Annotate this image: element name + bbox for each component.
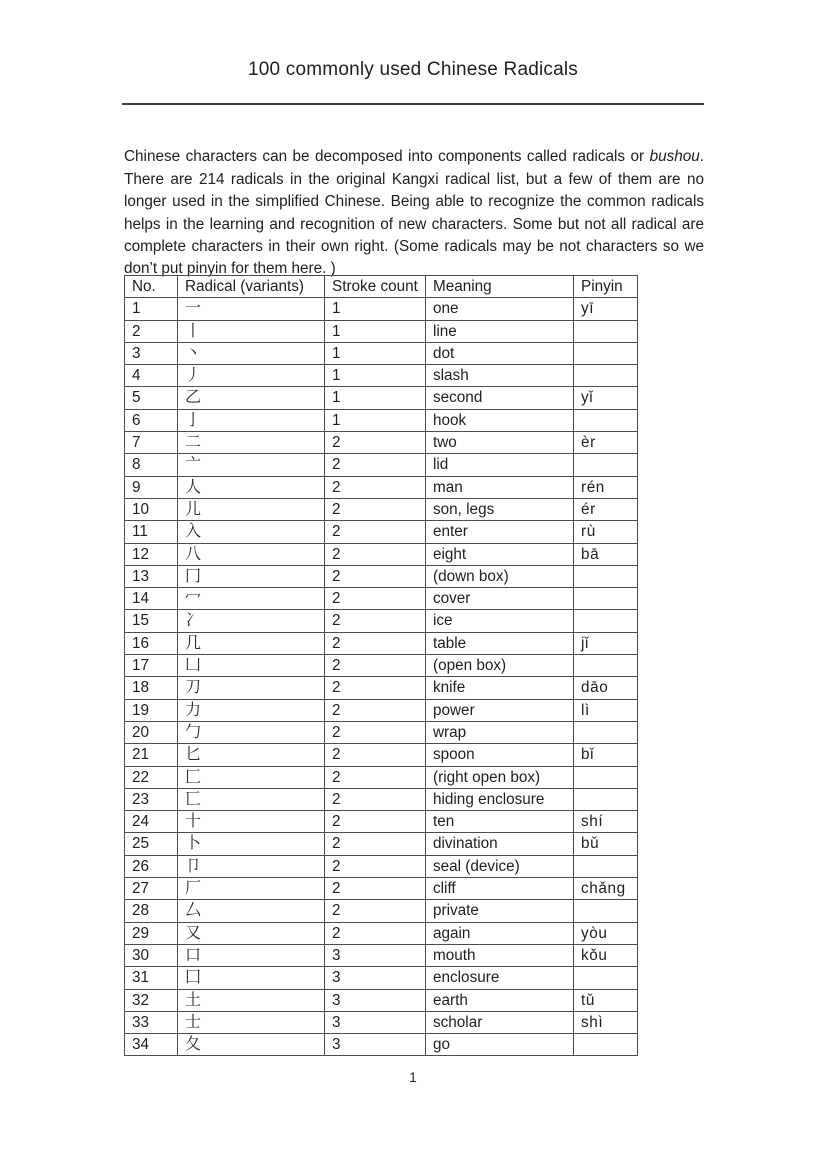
cell-radical: 乙 xyxy=(178,387,325,409)
cell-stroke-count: 2 xyxy=(325,521,426,543)
cell-pinyin xyxy=(574,788,638,810)
cell-stroke-count: 2 xyxy=(325,610,426,632)
radicals-table xyxy=(124,275,638,1056)
cell-meaning: cliff xyxy=(426,878,574,900)
cell-radical: 亅 xyxy=(178,409,325,431)
cell-stroke-count: 1 xyxy=(325,365,426,387)
cell-no: 26 xyxy=(125,855,178,877)
cell-no: 24 xyxy=(125,811,178,833)
cell-meaning: enter xyxy=(426,521,574,543)
cell-stroke-count: 2 xyxy=(325,721,426,743)
table-row xyxy=(125,543,638,565)
table-row xyxy=(125,432,638,454)
cell-stroke-count: 1 xyxy=(325,320,426,342)
cell-stroke-count: 2 xyxy=(325,766,426,788)
table-row xyxy=(125,565,638,587)
cell-stroke-count: 2 xyxy=(325,811,426,833)
cell-pinyin: èr xyxy=(574,432,638,454)
column-header-no: No. xyxy=(125,276,178,298)
cell-stroke-count: 3 xyxy=(325,944,426,966)
cell-no: 31 xyxy=(125,967,178,989)
cell-pinyin xyxy=(574,655,638,677)
cell-no: 28 xyxy=(125,900,178,922)
column-header-stroke-count: Stroke count xyxy=(325,276,426,298)
table-row xyxy=(125,409,638,431)
cell-no: 27 xyxy=(125,878,178,900)
cell-radical: 卜 xyxy=(178,833,325,855)
cell-meaning: cover xyxy=(426,588,574,610)
table-row xyxy=(125,610,638,632)
cell-stroke-count: 2 xyxy=(325,699,426,721)
table-row xyxy=(125,944,638,966)
cell-stroke-count: 2 xyxy=(325,543,426,565)
cell-meaning: (open box) xyxy=(426,655,574,677)
table-row xyxy=(125,342,638,364)
cell-meaning: hook xyxy=(426,409,574,431)
cell-radical: 厂 xyxy=(178,878,325,900)
cell-pinyin: rù xyxy=(574,521,638,543)
table-row xyxy=(125,699,638,721)
cell-meaning: second xyxy=(426,387,574,409)
cell-stroke-count: 1 xyxy=(325,298,426,320)
table-row xyxy=(125,298,638,320)
cell-pinyin: bǐ xyxy=(574,744,638,766)
table-row xyxy=(125,788,638,810)
table-row xyxy=(125,632,638,654)
cell-no: 32 xyxy=(125,989,178,1011)
table-row xyxy=(125,855,638,877)
cell-no: 14 xyxy=(125,588,178,610)
cell-no: 30 xyxy=(125,944,178,966)
cell-stroke-count: 2 xyxy=(325,588,426,610)
cell-radical: 卩 xyxy=(178,855,325,877)
cell-meaning: ice xyxy=(426,610,574,632)
cell-meaning: private xyxy=(426,900,574,922)
cell-pinyin xyxy=(574,342,638,364)
cell-pinyin xyxy=(574,365,638,387)
cell-radical: 又 xyxy=(178,922,325,944)
table-row xyxy=(125,721,638,743)
cell-radical: 口 xyxy=(178,944,325,966)
cell-radical: 亠 xyxy=(178,454,325,476)
cell-meaning: man xyxy=(426,476,574,498)
cell-pinyin xyxy=(574,409,638,431)
cell-no: 1 xyxy=(125,298,178,320)
cell-meaning: wrap xyxy=(426,721,574,743)
table-row xyxy=(125,900,638,922)
cell-radical: 匕 xyxy=(178,744,325,766)
cell-meaning: slash xyxy=(426,365,574,387)
cell-no: 11 xyxy=(125,521,178,543)
cell-pinyin xyxy=(574,565,638,587)
cell-meaning: (right open box) xyxy=(426,766,574,788)
cell-no: 16 xyxy=(125,632,178,654)
cell-no: 5 xyxy=(125,387,178,409)
cell-meaning: power xyxy=(426,699,574,721)
cell-no: 17 xyxy=(125,655,178,677)
cell-pinyin: dāo xyxy=(574,677,638,699)
cell-meaning: knife xyxy=(426,677,574,699)
cell-radical: 八 xyxy=(178,543,325,565)
cell-stroke-count: 2 xyxy=(325,855,426,877)
radicals-table-body xyxy=(125,298,638,1056)
cell-no: 8 xyxy=(125,454,178,476)
cell-stroke-count: 2 xyxy=(325,744,426,766)
cell-no: 18 xyxy=(125,677,178,699)
cell-pinyin xyxy=(574,766,638,788)
column-header-pinyin: Pinyin xyxy=(574,276,638,298)
cell-stroke-count: 3 xyxy=(325,1034,426,1056)
table-row xyxy=(125,387,638,409)
cell-pinyin xyxy=(574,721,638,743)
column-header-radical: Radical (variants) xyxy=(178,276,325,298)
table-row xyxy=(125,320,638,342)
cell-no: 7 xyxy=(125,432,178,454)
table-row xyxy=(125,454,638,476)
cell-stroke-count: 2 xyxy=(325,476,426,498)
cell-radical: 刀 xyxy=(178,677,325,699)
cell-meaning: dot xyxy=(426,342,574,364)
cell-radical: 几 xyxy=(178,632,325,654)
cell-no: 13 xyxy=(125,565,178,587)
cell-meaning: go xyxy=(426,1034,574,1056)
intro-paragraph xyxy=(124,146,704,280)
cell-meaning: spoon xyxy=(426,744,574,766)
cell-pinyin: shí xyxy=(574,811,638,833)
page-number: 1 xyxy=(409,1070,417,1085)
cell-no: 33 xyxy=(125,1011,178,1033)
cell-meaning: one xyxy=(426,298,574,320)
cell-meaning: table xyxy=(426,632,574,654)
cell-radical: 力 xyxy=(178,699,325,721)
table-row xyxy=(125,833,638,855)
cell-radical: 囗 xyxy=(178,967,325,989)
cell-stroke-count: 2 xyxy=(325,565,426,587)
cell-pinyin: ér xyxy=(574,498,638,520)
cell-pinyin: lì xyxy=(574,699,638,721)
table-header-row xyxy=(125,276,638,298)
cell-meaning: (down box) xyxy=(426,565,574,587)
cell-radical: 人 xyxy=(178,476,325,498)
cell-pinyin: yòu xyxy=(574,922,638,944)
cell-meaning: enclosure xyxy=(426,967,574,989)
cell-meaning: seal (device) xyxy=(426,855,574,877)
table-row xyxy=(125,655,638,677)
cell-no: 34 xyxy=(125,1034,178,1056)
cell-no: 4 xyxy=(125,365,178,387)
cell-stroke-count: 2 xyxy=(325,922,426,944)
cell-meaning: hiding enclosure xyxy=(426,788,574,810)
cell-no: 9 xyxy=(125,476,178,498)
cell-no: 25 xyxy=(125,833,178,855)
cell-pinyin: jǐ xyxy=(574,632,638,654)
table-row xyxy=(125,521,638,543)
cell-stroke-count: 2 xyxy=(325,498,426,520)
cell-no: 12 xyxy=(125,543,178,565)
table-row xyxy=(125,588,638,610)
cell-pinyin: tǔ xyxy=(574,989,638,1011)
cell-meaning: son, legs xyxy=(426,498,574,520)
cell-stroke-count: 2 xyxy=(325,632,426,654)
cell-no: 6 xyxy=(125,409,178,431)
cell-stroke-count: 2 xyxy=(325,454,426,476)
cell-no: 23 xyxy=(125,788,178,810)
cell-stroke-count: 3 xyxy=(325,967,426,989)
cell-stroke-count: 2 xyxy=(325,878,426,900)
title-divider xyxy=(122,103,704,105)
cell-pinyin: yī xyxy=(574,298,638,320)
cell-radical: 凵 xyxy=(178,655,325,677)
cell-pinyin: rén xyxy=(574,476,638,498)
cell-radical: 丶 xyxy=(178,342,325,364)
table-row xyxy=(125,744,638,766)
cell-radical: 丿 xyxy=(178,365,325,387)
cell-radical: 儿 xyxy=(178,498,325,520)
cell-radical: 二 xyxy=(178,432,325,454)
table-row xyxy=(125,967,638,989)
intro-text-part1: Chinese characters can be decomposed into components called radicals or xyxy=(124,148,650,166)
cell-pinyin xyxy=(574,1034,638,1056)
cell-stroke-count: 1 xyxy=(325,409,426,431)
cell-stroke-count: 3 xyxy=(325,1011,426,1033)
cell-pinyin xyxy=(574,320,638,342)
table-row xyxy=(125,766,638,788)
cell-stroke-count: 2 xyxy=(325,432,426,454)
cell-radical: 厶 xyxy=(178,900,325,922)
cell-pinyin: shì xyxy=(574,1011,638,1033)
cell-radical: 冫 xyxy=(178,610,325,632)
table-row xyxy=(125,365,638,387)
cell-no: 3 xyxy=(125,342,178,364)
cell-meaning: line xyxy=(426,320,574,342)
table-row xyxy=(125,1034,638,1056)
cell-radical: 勹 xyxy=(178,721,325,743)
cell-no: 20 xyxy=(125,721,178,743)
table-row xyxy=(125,878,638,900)
cell-meaning: ten xyxy=(426,811,574,833)
cell-no: 21 xyxy=(125,744,178,766)
cell-pinyin xyxy=(574,610,638,632)
cell-pinyin: bā xyxy=(574,543,638,565)
cell-pinyin: chǎng xyxy=(574,878,638,900)
cell-stroke-count: 3 xyxy=(325,989,426,1011)
cell-pinyin xyxy=(574,454,638,476)
cell-pinyin xyxy=(574,900,638,922)
cell-meaning: scholar xyxy=(426,1011,574,1033)
cell-radical: 土 xyxy=(178,989,325,1011)
cell-stroke-count: 2 xyxy=(325,788,426,810)
intro-text-part2: . There are 214 radicals in the original Kangxi radical list, but a few of them are no longer used in the simplified Chinese. Being able to recognize the common radicals helps in the learning and recognition of new characters. Some but not all radical are complete characters in their own right. (Some radicals may be not characters so we don’t put pinyin for them here. ) xyxy=(124,148,704,278)
table-row xyxy=(125,989,638,1011)
table-row xyxy=(125,476,638,498)
cell-no: 22 xyxy=(125,766,178,788)
cell-meaning: again xyxy=(426,922,574,944)
cell-radical: 匚 xyxy=(178,766,325,788)
cell-pinyin: kǒu xyxy=(574,944,638,966)
cell-radical: 冂 xyxy=(178,565,325,587)
intro-italic-term: bushou xyxy=(649,148,700,166)
cell-no: 2 xyxy=(125,320,178,342)
cell-no: 29 xyxy=(125,922,178,944)
cell-radical: 夂 xyxy=(178,1034,325,1056)
cell-stroke-count: 2 xyxy=(325,833,426,855)
cell-pinyin xyxy=(574,967,638,989)
cell-no: 15 xyxy=(125,610,178,632)
cell-no: 10 xyxy=(125,498,178,520)
cell-stroke-count: 1 xyxy=(325,342,426,364)
cell-meaning: lid xyxy=(426,454,574,476)
table-row xyxy=(125,677,638,699)
cell-no: 19 xyxy=(125,699,178,721)
table-row xyxy=(125,498,638,520)
cell-stroke-count: 2 xyxy=(325,655,426,677)
cell-radical: 丨 xyxy=(178,320,325,342)
cell-radical: 十 xyxy=(178,811,325,833)
cell-pinyin xyxy=(574,588,638,610)
cell-radical: 士 xyxy=(178,1011,325,1033)
page-title: 100 commonly used Chinese Radicals xyxy=(248,59,578,80)
cell-stroke-count: 1 xyxy=(325,387,426,409)
cell-meaning: divination xyxy=(426,833,574,855)
cell-stroke-count: 2 xyxy=(325,677,426,699)
cell-meaning: earth xyxy=(426,989,574,1011)
table-row xyxy=(125,1011,638,1033)
cell-pinyin xyxy=(574,855,638,877)
cell-pinyin: bǔ xyxy=(574,833,638,855)
cell-pinyin: yǐ xyxy=(574,387,638,409)
cell-radical: 一 xyxy=(178,298,325,320)
cell-meaning: two xyxy=(426,432,574,454)
table-row xyxy=(125,922,638,944)
table-row xyxy=(125,811,638,833)
cell-radical: 匸 xyxy=(178,788,325,810)
column-header-meaning: Meaning xyxy=(426,276,574,298)
cell-meaning: mouth xyxy=(426,944,574,966)
cell-radical: 入 xyxy=(178,521,325,543)
cell-meaning: eight xyxy=(426,543,574,565)
cell-stroke-count: 2 xyxy=(325,900,426,922)
cell-radical: 冖 xyxy=(178,588,325,610)
